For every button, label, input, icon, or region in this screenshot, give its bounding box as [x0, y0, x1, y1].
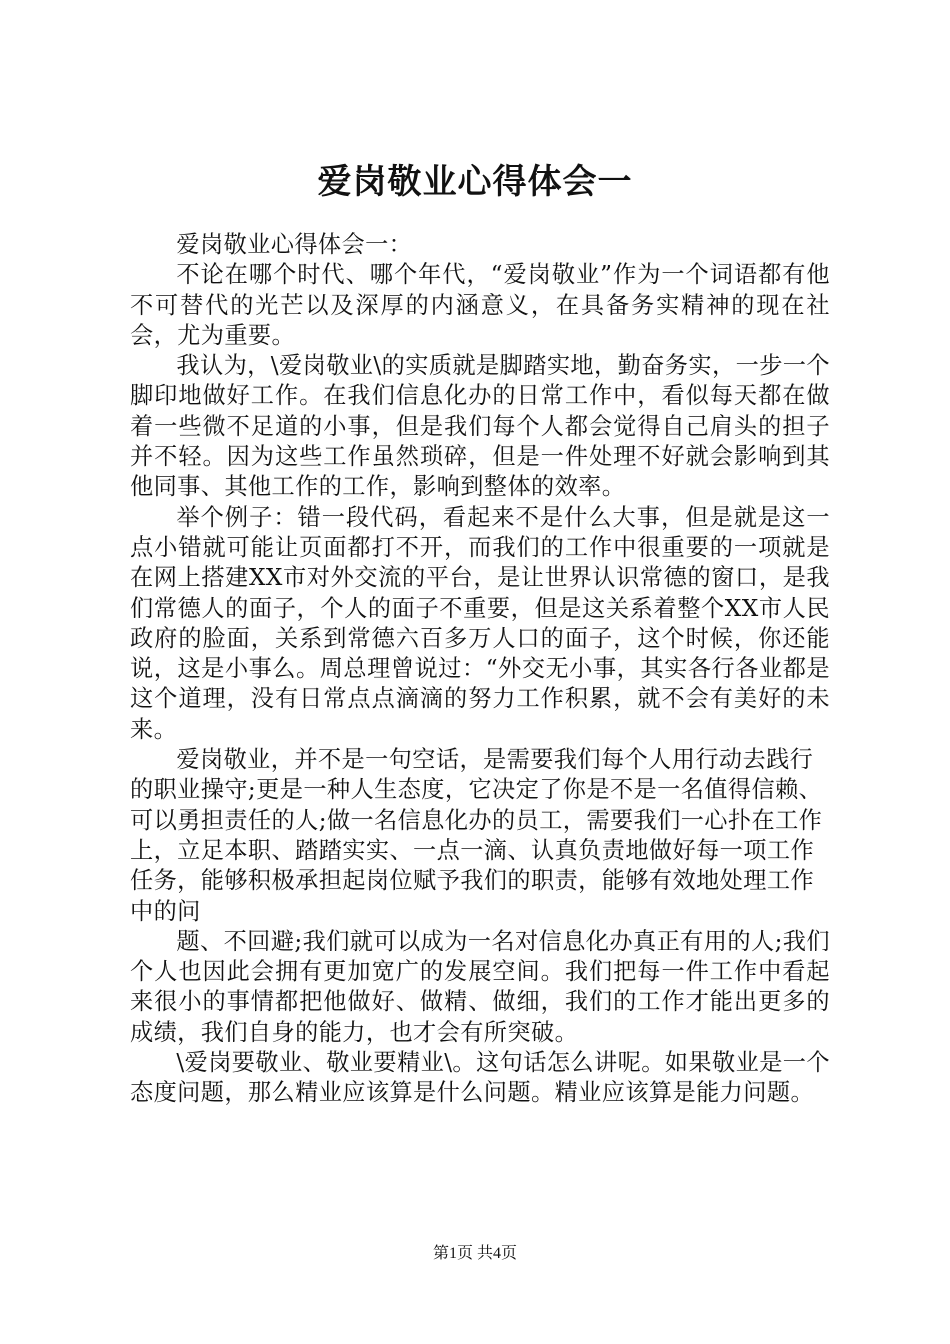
- paragraph: 爱岗敬业，并不是一句空话，是需要我们每个人用行动去践行的职业操守;更是一种人生态度，它决定了你是不是一名值得信赖、可以勇担责任的人;做一名信息化办的员工，需要我们一心扑在工作上，立足本职、踏踏实实、一点一滴、认真负责地做好每一项工作任务，能够积极承担起岗位赋予我们的职责，能够有效地处理工作中的问: [130, 746, 823, 925]
- paragraph-heading: 爱岗敬业心得体会一：: [176, 231, 413, 258]
- paragraph: 举个例子：错一段代码，看起来不是什么大事，但是就是这一点小错就可能让页面都打不开，而我们的工作中很重要的一项就是在网上搭建XX市对外交流的平台，是让世界认识常德的窗口，是我们常德人的面子，个人的面子不重要，但是这关系着整个XX市人民政府的脸面，关系到常德六百多万人口的面子，这个时候，你还能说，这是小事么。周总理曾说过：“外交无小事，其实各行各业都是这个道理，没有日常点点滴滴的努力工作积累，就不会有美好的未来。: [130, 503, 830, 743]
- paragraph: \爱岗要敬业、敬业要精业\。这句话怎么讲呢。如果敬业是一个态度问题，那么精业应该算是什么问题。精业应该算是能力问题。: [130, 1049, 830, 1107]
- paragraph: 不论在哪个时代、哪个年代，“爱岗敬业”作为一个词语都有他不可替代的光芒以及深厚的内涵意义，在具备务实精神的现在社会，尤为重要。: [130, 261, 830, 349]
- document-title: 爱岗敬业心得体会一: [317, 162, 633, 202]
- page-number: 第1页 共4页: [432, 1245, 517, 1262]
- document-body: [130, 230, 830, 1109]
- paragraph: 我认为，\爱岗敬业\的实质就是脚踏实地，勤奋务实，一步一个脚印地做好工作。在我们信息化办的日常工作中，看似每天都在做着一些微不足道的小事，但是我们每个人都会觉得自己肩头的担子并不轻。因为这些工作虽然琐碎，但是一件处理不好就会影响到其他同事、其他工作的工作，影响到整体的效率。: [130, 352, 830, 501]
- paragraph: 题、不回避;我们就可以成为一名对信息化办真正有用的人;我们个人也因此会拥有更加宽广的发展空间。我们把每一件工作中看起来很小的事情都把他做好、做精、做细，我们的工作才能出更多的成绩，我们自身的能力，也才会有所突破。: [130, 927, 830, 1046]
